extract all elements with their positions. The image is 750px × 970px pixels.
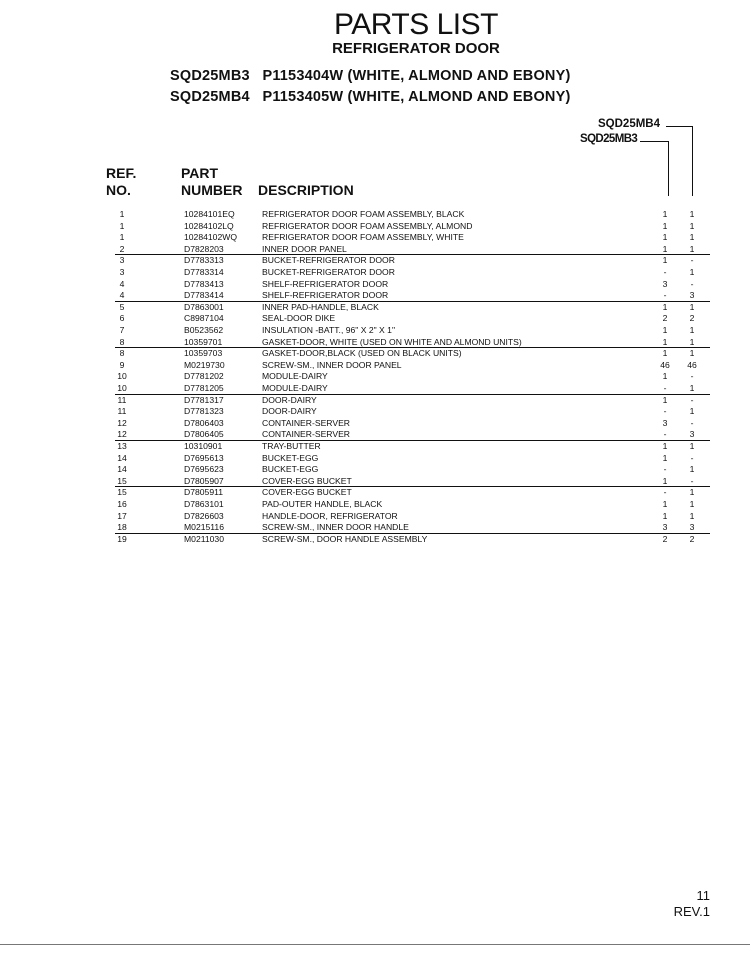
ref-no-cell: 1 <box>119 209 125 219</box>
table-row <box>0 302 750 314</box>
ref-no-cell: 10 <box>117 383 127 393</box>
qty-mb3-cell: 1 <box>662 371 668 382</box>
page-subtitle: REFRIGERATOR DOOR <box>332 40 500 57</box>
qty-mb4-cell: - <box>690 452 694 463</box>
description-cell: PAD-OUTER HANDLE, BLACK <box>262 499 383 509</box>
mb4-bracket-horizontal <box>666 126 693 127</box>
column-label-mb4: SQD25MB4 <box>598 118 660 130</box>
description-cell: SCREW-SM., DOOR HANDLE ASSEMBLY <box>262 533 428 544</box>
header-description: DESCRIPTION <box>258 182 354 198</box>
qty-mb4-cell: 1 <box>689 325 695 335</box>
ref-no-cell: 6 <box>119 313 125 324</box>
qty-mb4-cell: 1 <box>689 232 695 243</box>
qty-mb3-cell: 3 <box>662 522 668 533</box>
table-row <box>0 429 750 441</box>
column-label-mb3: SQD25MB3 <box>580 133 638 145</box>
table-row <box>0 337 750 349</box>
qty-mb4-cell: 1 <box>689 336 695 347</box>
description-cell: COVER-EGG BUCKET <box>262 487 352 498</box>
table-row <box>0 453 750 465</box>
qty-mb3-cell: 1 <box>662 220 668 231</box>
qty-mb4-cell: - <box>690 371 694 382</box>
qty-mb3-cell: - <box>663 383 667 393</box>
part-number-cell: M0219730 <box>184 359 225 370</box>
description-cell: SCREW-SM., INNER DOOR HANDLE <box>262 522 409 533</box>
description-cell: MODULE-DAIRY <box>262 383 328 393</box>
part-number-cell: 10359701 <box>184 336 223 347</box>
qty-mb3-cell: 1 <box>662 441 668 451</box>
qty-mb3-cell: 1 <box>662 232 668 243</box>
qty-mb3-cell: 1 <box>662 348 668 359</box>
table-row <box>0 522 750 534</box>
part-number-cell: M0215116 <box>184 522 224 533</box>
model-line-1: SQD25MB3 P1153404W (WHITE, ALMOND AND EBONY) <box>170 68 571 84</box>
qty-mb4-cell: 1 <box>689 441 695 451</box>
part-number-cell: 10359703 <box>184 348 223 359</box>
description-cell: SHELF-REFRIGERATOR DOOR <box>262 278 389 289</box>
qty-mb3-cell: - <box>663 406 667 417</box>
ref-no-cell: 11 <box>117 406 127 417</box>
part-number-cell: D7828203 <box>184 243 224 254</box>
description-cell: INNER DOOR PANEL <box>262 243 347 254</box>
qty-mb3-cell: 1 <box>662 325 668 335</box>
part-number-cell: D7783413 <box>184 278 224 289</box>
qty-mb4-cell: - <box>690 255 694 266</box>
table-row <box>0 313 750 325</box>
ref-no-cell: 9 <box>119 359 125 370</box>
qty-mb3-cell: 1 <box>662 243 668 254</box>
description-cell: MODULE-DAIRY <box>262 371 328 382</box>
table-row <box>0 534 750 546</box>
qty-mb3-cell: 1 <box>662 209 668 219</box>
ref-no-cell: 17 <box>117 510 127 521</box>
table-row <box>0 325 750 337</box>
qty-mb4-cell: 1 <box>689 510 695 521</box>
table-row <box>0 383 750 395</box>
description-cell: REFRIGERATOR DOOR FOAM ASSEMBLY, WHITE <box>262 232 464 243</box>
qty-mb4-cell: 1 <box>689 348 695 359</box>
description-cell: GASKET-DOOR,BLACK (USED ON BLACK UNITS) <box>262 348 462 359</box>
ref-no-cell: 3 <box>119 267 125 277</box>
qty-mb3-cell: 1 <box>662 301 668 312</box>
qty-mb3-cell: 1 <box>662 394 668 405</box>
description-cell: SHELF-REFRIGERATOR DOOR <box>262 290 389 301</box>
description-cell: GASKET-DOOR, WHITE (USED ON WHITE AND ALMOND UNITS) <box>262 336 522 347</box>
qty-mb3-cell: 1 <box>662 499 668 509</box>
ref-no-cell: 16 <box>117 499 127 509</box>
qty-mb4-cell: 1 <box>689 487 695 498</box>
qty-mb4-cell: 1 <box>689 209 695 219</box>
part-number-cell: D7783313 <box>184 255 224 266</box>
part-number-cell: D7781317 <box>184 394 224 405</box>
qty-mb4-cell: 1 <box>689 243 695 254</box>
part-number-cell: D7695623 <box>184 464 224 475</box>
table-row <box>0 371 750 383</box>
ref-no-cell: 15 <box>117 475 127 486</box>
part-number-cell: D7806403 <box>184 417 224 428</box>
mb3-bracket-vertical <box>668 141 669 196</box>
qty-mb4-cell: 1 <box>689 499 695 509</box>
description-cell: SCREW-SM., INNER DOOR PANEL <box>262 359 402 370</box>
part-number-cell: B0523562 <box>184 325 224 335</box>
table-row <box>0 232 750 244</box>
table-row <box>0 267 750 279</box>
ref-no-cell: 1 <box>119 232 125 243</box>
table-row <box>0 279 750 291</box>
mb3-bracket-horizontal <box>640 141 669 142</box>
qty-mb3-cell: 2 <box>662 533 668 544</box>
qty-mb4-cell: 1 <box>689 220 695 231</box>
qty-mb3-cell: - <box>663 290 667 301</box>
qty-mb4-cell: 2 <box>689 313 695 324</box>
table-row <box>0 464 750 476</box>
description-cell: TRAY-BUTTER <box>262 441 321 451</box>
table-row <box>0 487 750 499</box>
table-row <box>0 360 750 372</box>
qty-mb3-cell: - <box>663 267 667 277</box>
qty-mb3-cell: - <box>663 464 667 475</box>
qty-mb4-cell: 3 <box>689 290 695 301</box>
description-cell: DOOR-DAIRY <box>262 406 317 417</box>
ref-no-cell: 14 <box>117 452 127 463</box>
table-row <box>0 221 750 233</box>
table-row <box>0 290 750 302</box>
description-cell: REFRIGERATOR DOOR FOAM ASSEMBLY, ALMOND <box>262 220 473 231</box>
description-cell: CONTAINER-SERVER <box>262 417 351 428</box>
ref-no-cell: 7 <box>119 325 125 335</box>
page-number: 11 <box>696 888 710 903</box>
model-line-2: SQD25MB4 P1153405W (WHITE, ALMOND AND EBONY) <box>170 89 571 105</box>
qty-mb3-cell: - <box>663 429 667 440</box>
qty-mb3-cell: 46 <box>660 359 670 370</box>
qty-mb3-cell: - <box>663 487 667 498</box>
part-number-cell: D7806405 <box>184 429 224 440</box>
description-cell: BUCKET-EGG <box>262 452 319 463</box>
ref-no-cell: 4 <box>119 278 125 289</box>
qty-mb4-cell: 3 <box>689 522 695 533</box>
table-row <box>0 441 750 453</box>
part-number-cell: D7781205 <box>184 383 224 393</box>
part-number-cell: D7781202 <box>184 371 224 382</box>
ref-no-cell: 4 <box>119 290 125 301</box>
part-number-cell: 10284102LQ <box>184 220 234 231</box>
qty-mb4-cell: 46 <box>687 359 697 370</box>
qty-mb4-cell: - <box>690 394 694 405</box>
part-number-cell: D7781323 <box>184 406 224 417</box>
qty-mb3-cell: 1 <box>662 510 668 521</box>
qty-mb4-cell: 2 <box>689 533 695 544</box>
qty-mb4-cell: - <box>690 278 694 289</box>
ref-no-cell: 12 <box>117 417 127 428</box>
page-bottom-rule <box>0 944 750 945</box>
part-number-cell: 10310901 <box>184 441 223 451</box>
description-cell: COVER-EGG BUCKET <box>262 475 352 486</box>
table-row <box>0 209 750 221</box>
table-row <box>0 244 750 256</box>
qty-mb3-cell: 3 <box>662 278 668 289</box>
part-number-cell: D7863101 <box>184 499 224 509</box>
part-number-cell: C8987104 <box>184 313 224 324</box>
ref-no-cell: 5 <box>119 301 125 312</box>
qty-mb4-cell: 1 <box>689 383 695 393</box>
table-row <box>0 476 750 488</box>
description-cell: BUCKET-EGG <box>262 464 319 475</box>
qty-mb4-cell: - <box>690 417 694 428</box>
qty-mb4-cell: 1 <box>689 406 695 417</box>
description-cell: REFRIGERATOR DOOR FOAM ASSEMBLY, BLACK <box>262 209 465 219</box>
header-ref-no: REF. NO. <box>106 165 137 198</box>
qty-mb3-cell: 1 <box>662 475 668 486</box>
description-cell: HANDLE-DOOR, REFRIGERATOR <box>262 510 398 521</box>
qty-mb3-cell: 3 <box>662 417 668 428</box>
page-title: PARTS LIST <box>334 8 498 41</box>
part-number-cell: D7783314 <box>184 267 224 277</box>
qty-mb3-cell: 1 <box>662 452 668 463</box>
description-cell: BUCKET-REFRIGERATOR DOOR <box>262 255 395 266</box>
ref-no-cell: 18 <box>117 522 127 533</box>
table-row <box>0 255 750 267</box>
description-cell: BUCKET-REFRIGERATOR DOOR <box>262 267 395 277</box>
revision-label: REV.1 <box>673 904 710 919</box>
ref-no-cell: 3 <box>119 255 125 266</box>
ref-no-cell: 15 <box>117 487 127 498</box>
ref-no-cell: 10 <box>117 371 127 382</box>
table-row <box>0 418 750 430</box>
part-number-cell: D7863001 <box>184 301 224 312</box>
qty-mb4-cell: 1 <box>689 301 695 312</box>
part-number-cell: 10284102WQ <box>184 232 238 243</box>
ref-no-cell: 1 <box>119 220 125 231</box>
qty-mb4-cell: 1 <box>689 464 695 475</box>
table-row <box>0 511 750 523</box>
table-row <box>0 499 750 511</box>
part-number-cell: D7805907 <box>184 475 224 486</box>
part-number-cell: D7783414 <box>184 290 224 301</box>
ref-no-cell: 8 <box>119 336 125 347</box>
part-number-cell: M0211030 <box>184 533 224 544</box>
mb4-bracket-vertical <box>692 126 693 196</box>
qty-mb4-cell: - <box>690 475 694 486</box>
description-cell: INSULATION -BATT., 96" X 2" X 1" <box>262 325 396 335</box>
description-cell: INNER PAD-HANDLE, BLACK <box>262 301 379 312</box>
ref-no-cell: 13 <box>117 441 127 451</box>
ref-no-cell: 8 <box>119 348 125 359</box>
ref-no-cell: 14 <box>117 464 127 475</box>
ref-no-cell: 11 <box>117 394 127 405</box>
qty-mb3-cell: 1 <box>662 255 668 266</box>
part-number-cell: D7805911 <box>184 487 224 498</box>
qty-mb4-cell: 3 <box>689 429 695 440</box>
qty-mb3-cell: 2 <box>662 313 668 324</box>
ref-no-cell: 12 <box>117 429 127 440</box>
ref-no-cell: 2 <box>119 243 125 254</box>
description-cell: CONTAINER-SERVER <box>262 429 351 440</box>
table-row <box>0 395 750 407</box>
part-number-cell: D7826603 <box>184 510 224 521</box>
qty-mb3-cell: 1 <box>662 336 668 347</box>
table-row <box>0 406 750 418</box>
header-part-number: PART NUMBER <box>181 165 243 198</box>
part-number-cell: D7695613 <box>184 452 224 463</box>
description-cell: SEAL-DOOR DIKE <box>262 313 336 324</box>
part-number-cell: 10284101EQ <box>184 209 235 219</box>
table-row <box>0 348 750 360</box>
ref-no-cell: 19 <box>117 533 127 544</box>
description-cell: DOOR-DAIRY <box>262 394 317 405</box>
qty-mb4-cell: 1 <box>689 267 695 277</box>
